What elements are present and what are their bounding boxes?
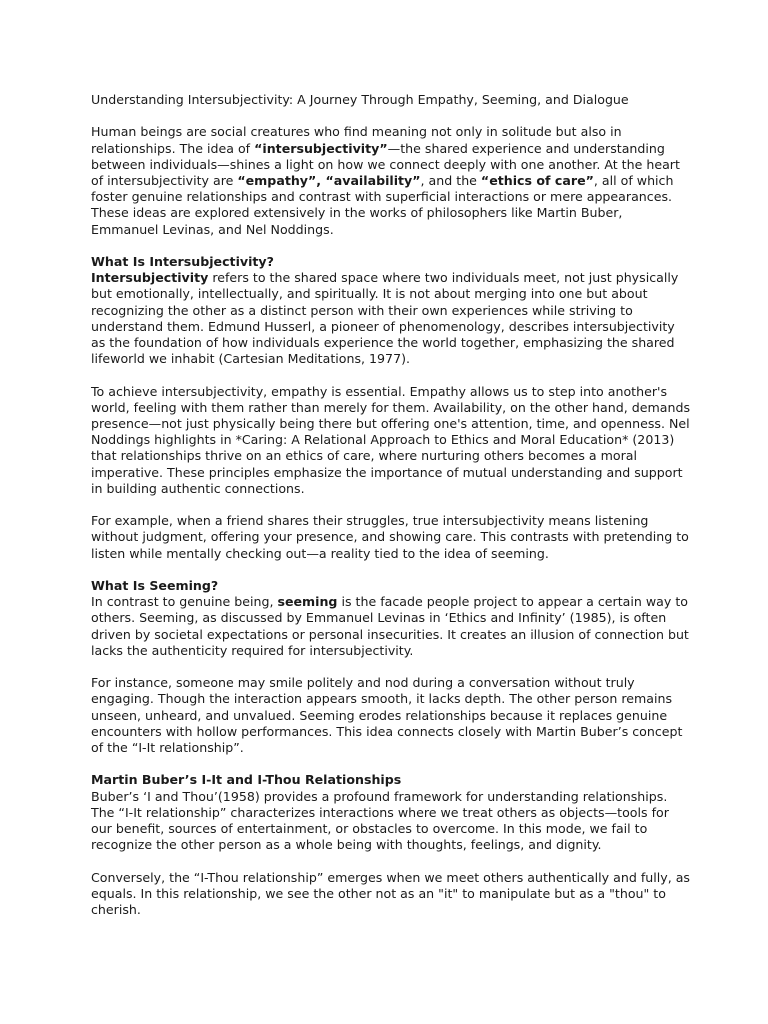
- section2-p1-text-a: In contrast to genuine being,: [91, 594, 278, 610]
- intro-text-4: , all of which foster genuine relationships and contrast with superficial interactions or mere appearances. These ideas are explored extensively in the works of philosophers like Martin Buber, Emmanuel Levinas, and Nel Noddings.: [91, 173, 674, 237]
- section2-paragraph-1: [91, 594, 692, 659]
- section1-p1-text: refers to the shared space where two individuals meet, not just physically but emotionally, intellectually, and spiritually. It is not about merging into one but about recognizing the other as a distinct person with their own experiences while striving to understand them. Edmund Husserl, a pioneer of phenomenology, describes intersubjectivity as the foundation of how individuals experience the world together, emphasizing the shared lifeworld we inhabit (Cartesian Meditations, 1977).: [91, 270, 679, 367]
- document-title: Understanding Intersubjectivity: A Journey Through Empathy, Seeming, and Dialogue: [91, 92, 629, 107]
- intro-paragraph: [91, 124, 692, 237]
- intro-bold-intersubjectivity: “intersubjectivity”: [254, 140, 388, 156]
- section3-paragraph-2: Conversely, the “I-Thou relationship” emerges when we meet others authentically and fully, as equals. In this relationship, we see the other not as an "it" to manipulate but as a "thou" to cherish.: [91, 869, 690, 918]
- section1-paragraph-2: To achieve intersubjectivity, empathy is essential. Empathy allows us to step into another's world, feeling with them rather than merely for them. Availability, on the other hand, demands presence—not just physically being there but offering one's attention, time, and openness. Nel Noddings highlights in *Caring: A Relational Approach to Ethics and Moral Education* (2013) that relationships thrive on an ethics of care, where nurturing others becomes a moral imperative. These principles emphasize the importance of mutual understanding and support in building authentic connections.: [91, 383, 691, 496]
- intro-text-2: —the shared experience and understanding between individuals—shines a light on how we connect deeply with one another. At the heart of intersubjectivity are: [91, 140, 680, 188]
- intro-bold-empathy-availability: “empathy”, “availability”: [237, 173, 421, 188]
- section1-paragraph-3: For example, when a friend shares their struggles, true intersubjectivity means listening without judgment, offering your presence, and showing care. This contrasts with pretending to listen while mentally checking out—a reality tied to the idea of seeming.: [91, 513, 689, 561]
- section1-bold-term: Intersubjectivity: [91, 270, 209, 286]
- section-heading-seeming: What Is Seeming?: [91, 578, 219, 594]
- section2-paragraph-2: For instance, someone may smile politely and nod during a conversation without truly engaging. Though the interaction appears smooth, it lacks depth. The other person remains unseen, unheard, and unvalued. Seeming erodes relationships because it replaces genuine encounters with hollow performances. This idea connects closely with Martin Buber’s concept of the “I-It relationship”.: [91, 675, 683, 756]
- section3-paragraph-1: Buber’s ‘I and Thou’(1958) provides a profound framework for understanding relationships. The “I-It relationship” characterizes interactions where we treat others as objects—tools for our benefit, sources of entertainment, or obstacles to overcome. In this mode, we fail to recognize the other person as a whole being with thoughts, feelings, and dignity.: [91, 788, 669, 853]
- intro-text-1: Human beings are social creatures who find meaning not only in solitude but also in relationships. The idea of: [91, 124, 622, 156]
- section-heading-intersubjectivity: What Is Intersubjectivity?: [91, 254, 274, 269]
- section-heading-buber: Martin Buber’s I-It and I-Thou Relationships: [91, 772, 402, 788]
- section2-p1-text-b: is the facade people project to appear a certain way to others. Seeming, as discussed by Emmanuel Levinas in ‘Ethics and Infinity’ (1985), is often driven by societal expectations or personal insecurities. It creates an illusion of connection but lacks the authenticity required for intersubjectivity.: [91, 594, 689, 658]
- section2-bold-term: seeming: [277, 594, 338, 610]
- intro-text-3: , and the: [420, 173, 481, 188]
- section1-paragraph-1: [91, 270, 692, 367]
- intro-bold-ethics-of-care: “ethics of care”: [480, 173, 594, 188]
